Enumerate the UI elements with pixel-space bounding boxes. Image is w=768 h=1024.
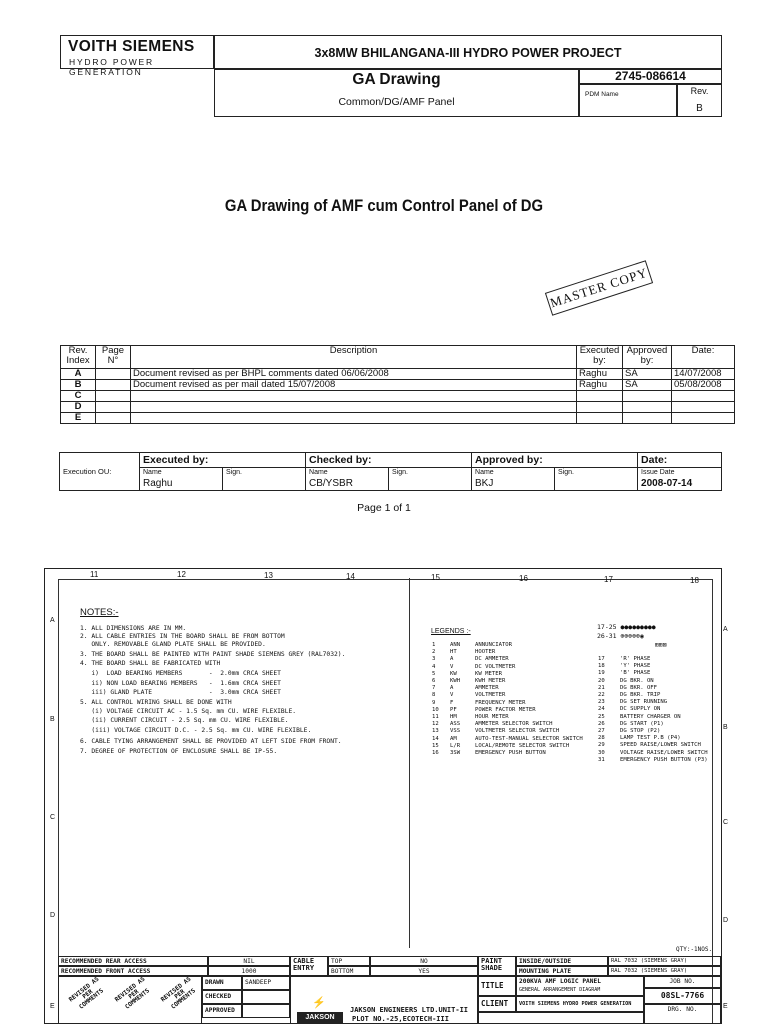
legend-number: 7: [432, 685, 436, 692]
date-label: Date:: [638, 453, 722, 468]
checked-name: CB/YSBR: [306, 477, 389, 491]
rev-page: [96, 391, 131, 402]
legend-number: 6: [432, 678, 436, 684]
legend-description: SPEED RAISE/LOWER SWITCH: [620, 742, 701, 749]
rev-executed: Raghu: [577, 380, 623, 391]
note-line: 6. CABLE TYING ARRANGEMENT SHALL BE PROVIDED AT LEFT SIDE FROM FRONT.: [80, 738, 342, 745]
rev-index: C: [61, 391, 96, 402]
legend-number: 22: [598, 692, 605, 698]
approved-name: BKJ: [472, 477, 555, 491]
rev-approved: [623, 391, 672, 402]
column-number: 18: [690, 576, 699, 585]
legend-number: 24: [598, 706, 605, 713]
note-line: ONLY. REMOVABLE GLAND PLATE SHALL BE PROVIDED.: [80, 641, 266, 648]
ral-mounting: RAL 7032 (SIEMENS GRAY): [608, 966, 721, 976]
legend-number: 27: [598, 728, 605, 734]
legend-code: PF: [450, 706, 457, 713]
legend-number: 15: [432, 742, 439, 749]
rev-index: A: [61, 369, 96, 380]
rev-description: [131, 391, 577, 402]
rec-rear-access-label: RECOMMENDED REAR ACCESS: [58, 956, 208, 966]
rev-description: Document revised as per BHPL comments dated 06/06/2008: [131, 369, 577, 380]
legend-description: FREQUENCY METER: [475, 699, 526, 706]
note-line: 7. DEGREE OF PROTECTION OF ENCLOSURE SHALL BE IP-55.: [80, 748, 278, 755]
col-rev-index: Rev. Index: [61, 346, 96, 369]
legend-description: VOLTMETER SELECTOR SWITCH: [475, 728, 560, 735]
issue-date: 2008-07-14: [638, 477, 722, 491]
legend-code: L/R: [450, 742, 461, 749]
job-no: 08SL-7766: [644, 988, 721, 1004]
legend-code: AM: [450, 735, 457, 742]
legend-number: 25: [598, 713, 605, 720]
rev-date: [672, 391, 735, 402]
col-page-no: Page N°: [96, 346, 131, 369]
legend-description: ANNUNCIATOR: [475, 642, 513, 648]
checked-value: [242, 990, 290, 1004]
legend-description: VOLTAGE RAISE/LOWER SWITCH: [620, 749, 708, 756]
pdm-name-label: PDM Name: [579, 84, 677, 117]
rev-executed: [577, 402, 623, 413]
legend-code: V: [450, 692, 454, 699]
column-number: 14: [346, 572, 355, 581]
legend-code: ANN: [450, 642, 461, 648]
row-letter: C: [723, 819, 729, 826]
rev-page: [96, 413, 131, 424]
note-line: 1. ALL DIMENSIONS ARE IN MM.: [80, 625, 187, 632]
revised-stamp: REVISED AS PER COMMENTS: [113, 975, 152, 1011]
note-line: 2. ALL CABLE ENTRIES IN THE BOARD SHALL BE FROM BOTTOM: [80, 633, 285, 640]
note-line: iii) GLAND PLATE - 3.0mm CRCA SHEET: [80, 689, 281, 696]
legend-number: 10: [432, 706, 439, 713]
inside-outside-label: INSIDE/OUTSIDE: [516, 956, 608, 966]
cable-bottom-label: BOTTOM: [328, 966, 370, 976]
column-number: 16: [519, 574, 528, 583]
legend-description: KWH METER: [475, 678, 506, 684]
legend-number: 18: [598, 663, 605, 670]
legend-description: 'R' PHASE: [620, 656, 651, 662]
drawn-by: SANDEEP: [242, 976, 290, 990]
legend-description: 'B' PHASE: [620, 670, 651, 677]
legend-description: LOCAL/REMOTE SELECTOR SWITCH: [475, 742, 570, 749]
column-number: 17: [604, 575, 613, 584]
legend-description: DC AMMETER: [475, 656, 509, 663]
row-letter: E: [50, 1003, 55, 1010]
company-address: PLOT NO.-25,ECOTECH-III: [352, 1015, 449, 1023]
cable-entry-label: CABLE ENTRY: [290, 956, 328, 976]
legend-code: A: [450, 685, 454, 692]
jakson-emblem-icon: ⚡: [312, 997, 326, 1009]
legend-description: DC SUPPLY ON: [620, 706, 661, 713]
revision-value: B: [696, 103, 703, 114]
legend-number: 28: [598, 735, 605, 742]
legend-number: 16: [432, 750, 439, 756]
legend-number: 5: [432, 670, 436, 677]
rev-page: [96, 369, 131, 380]
checked-by-label: Checked by:: [306, 453, 472, 468]
column-number: 13: [264, 571, 273, 580]
legend-description: HOUR METER: [475, 714, 509, 720]
row-letter: A: [50, 617, 55, 624]
approved-sign-label: Sign.: [555, 468, 638, 491]
approved-value: [242, 1004, 290, 1018]
table-row: [61, 413, 735, 424]
quantity-note: QTY:-1NOS.: [676, 946, 713, 953]
col-approved-by: Approved by:: [623, 346, 672, 369]
row-letter: D: [50, 912, 56, 919]
table-row: [61, 380, 735, 391]
job-no-label: JOB NO.: [644, 976, 721, 988]
legend-number: 4: [432, 663, 436, 670]
rev-description: Document revised as per mail dated 15/07/2008: [131, 380, 577, 391]
note-line: 4. THE BOARD SHALL BE FABRICATED WITH: [80, 660, 221, 667]
legend-description: DG BKR. TRIP: [620, 692, 661, 698]
legend-number: 31: [598, 756, 605, 763]
revision-table-header: [61, 346, 735, 369]
rev-description: [131, 402, 577, 413]
legend-description: DG BKR. OFF: [620, 684, 658, 691]
rev-index: E: [61, 413, 96, 424]
legends-title: LEGENDS :-: [431, 628, 471, 635]
main-title: GA Drawing of AMF cum Control Panel of DG: [224, 197, 544, 215]
legend-number: 26: [598, 720, 605, 727]
checked-label: CHECKED: [202, 990, 242, 1004]
legend-description: DG BKR. ON: [620, 677, 654, 684]
ral-inside: RAL 7032 (SIEMENS GRAY): [608, 956, 721, 966]
legend-number: 14: [432, 735, 439, 742]
company-logo: [60, 35, 214, 77]
execution-table: [59, 452, 722, 491]
legend-code: A: [450, 656, 454, 663]
rev-executed: [577, 391, 623, 402]
cable-bottom-value: YES: [370, 966, 478, 976]
approved-label: APPROVED: [202, 1004, 242, 1018]
rev-date: 14/07/2008: [672, 369, 735, 380]
executed-name-label: Name: [140, 468, 223, 478]
legend-number: 30: [598, 749, 605, 756]
legend-number: 11: [432, 714, 439, 720]
rev-executed: Raghu: [577, 369, 623, 380]
client-value: VOITH SIEMENS HYDRO POWER GENERATION: [516, 996, 644, 1012]
rev-approved: SA: [623, 369, 672, 380]
revision-cell: [677, 84, 722, 117]
executed-by-label: Executed by:: [140, 453, 306, 468]
client-label: CLIENT: [478, 996, 516, 1012]
master-copy-stamp: MASTER COPY: [545, 260, 653, 316]
legend-number: 21: [598, 684, 605, 691]
legend-number: 20: [598, 677, 605, 684]
page-indicator: Page 1 of 1: [357, 502, 411, 514]
legend-description: AUTO-TEST-MANUAL SELECTOR SWITCH: [475, 735, 583, 742]
note-line: (ii) CURRENT CIRCUIT - 2.5 Sq. mm CU. WIRE FLEXIBLE.: [80, 717, 289, 724]
document-type: GA Drawing: [352, 71, 441, 88]
legend-code: KWH: [450, 678, 461, 684]
col-executed-by: Executed by:: [577, 346, 623, 369]
row-letter: B: [723, 724, 728, 731]
legend-number: 13: [432, 728, 439, 735]
legend-number: 9: [432, 699, 436, 706]
checked-name-label: Name: [306, 468, 389, 478]
rev-date: [672, 413, 735, 424]
revision-table: [60, 345, 735, 424]
legend-description: HOOTER: [475, 649, 496, 656]
drg-no-label: DRG. NO.: [644, 1004, 721, 1024]
rev-index: D: [61, 402, 96, 413]
legend-description: DC VOLTMETER: [475, 663, 516, 670]
column-number: 11: [90, 570, 99, 579]
legend-code: V: [450, 663, 454, 670]
cable-top-label: TOP: [328, 956, 370, 966]
document-subtitle: Common/DG/AMF Panel: [338, 96, 455, 108]
legend-number: 23: [598, 699, 605, 706]
legend-number: 19: [598, 670, 605, 677]
drawing-title-cell: [516, 976, 644, 996]
rev-page: [96, 380, 131, 391]
title-label: TITLE: [478, 976, 516, 996]
legend-description: LAMP TEST P.B (P4): [620, 735, 681, 742]
legend-code: KW: [450, 670, 457, 677]
legend-code: 3SW: [450, 750, 461, 756]
company-name: JAKSON ENGINEERS LTD.UNIT-II: [350, 1006, 469, 1014]
rev-approved: SA: [623, 380, 672, 391]
document-number: 2745-086614: [579, 69, 722, 84]
row-letter: B: [50, 716, 55, 723]
revised-stamp: REVISED AS PER COMMENTS: [159, 975, 198, 1011]
legend-number: 12: [432, 721, 439, 728]
approved-by-label: Approved by:: [472, 453, 638, 468]
legend-code: HM: [450, 714, 457, 720]
legend-description: EMERGENCY PUSH BUTTON (P3): [620, 756, 708, 763]
legend-code: VSS: [450, 728, 461, 735]
row-letter: A: [723, 626, 728, 633]
note-line: (i) VOLTAGE CIRCUIT AC - 1.5 Sq. mm CU. WIRE FLEXIBLE.: [80, 708, 297, 715]
note-line: i) LOAD BEARING MEMBERS - 2.0mm CRCA SHEET: [80, 670, 281, 677]
legend-number: 29: [598, 742, 605, 749]
rec-front-access-label: RECOMMENDED FRONT ACCESS: [58, 966, 208, 976]
col-description: Description: [131, 346, 577, 369]
approved-name-label: Name: [472, 468, 555, 478]
row-letter: C: [50, 814, 56, 821]
logo-sub-text: HYDRO POWER GENERATION: [69, 57, 154, 77]
column-number: 15: [431, 573, 440, 582]
note-line: 5. ALL CONTROL WIRING SHALL BE DONE WITH: [80, 699, 232, 706]
legend-number: 1: [432, 642, 436, 648]
rev-approved: [623, 413, 672, 424]
jakson-logo: JAKSON: [297, 1012, 343, 1024]
project-row: [478, 1012, 644, 1024]
executed-name: Raghu: [140, 477, 223, 491]
legend-number: 3: [432, 656, 436, 663]
legend-description: KW METER: [475, 670, 502, 677]
legend-code: F: [450, 699, 454, 706]
rev-approved: [623, 402, 672, 413]
drawing-title-sub: GENERAL ARRANGEMENT DIAGRAM: [519, 987, 601, 993]
drawing-title: 200KVA AMF LOGIC PANEL: [519, 978, 601, 985]
rev-page: [96, 402, 131, 413]
execution-ou-label: Execution OU:: [60, 453, 140, 491]
issue-date-label: Issue Date: [638, 468, 722, 478]
table-row: [61, 402, 735, 413]
indicator-lamps-row: 17-25 ●●●●●●●●●: [597, 623, 656, 631]
row-letter: E: [723, 1003, 728, 1010]
legend-number: 17: [598, 656, 605, 662]
legend-number: 8: [432, 692, 436, 699]
legend-code: ASS: [450, 721, 461, 728]
logo-main-text: VOITH SIEMENS: [68, 38, 195, 55]
rev-date: 05/08/2008: [672, 380, 735, 391]
legend-description: AMMETER SELECTOR SWITCH: [475, 721, 553, 728]
revised-stamp: REVISED AS PER COMMENTS: [67, 975, 106, 1011]
legend-description: POWER FACTOR METER: [475, 706, 536, 713]
table-row: [61, 391, 735, 402]
legend-number: 2: [432, 649, 436, 656]
legend-description: 'Y' PHASE: [620, 663, 651, 670]
legend-description: VOLTMETER: [475, 692, 506, 699]
legend-description: AMMETER: [475, 685, 499, 692]
executed-sign-label: Sign.: [223, 468, 306, 491]
row-letter: D: [723, 917, 729, 924]
paint-shade-label: PAINT SHADE: [478, 956, 516, 976]
drawn-label: DRAWN: [202, 976, 242, 990]
note-line: ii) NON LOAD BEARING MEMBERS - 1.6mm CRCA SHEET: [80, 680, 281, 687]
revision-label: Rev.: [690, 86, 709, 96]
note-line: (iii) VOLTAGE CIRCUIT D.C. - 2.5 Sq. mm CU. WIRE FLEXIBLE.: [80, 727, 312, 734]
section-divider: [409, 578, 410, 948]
legend-description: DG START (P1): [620, 720, 664, 727]
legend-description: EMERGENCY PUSH BUTTON: [475, 750, 546, 756]
switch-symbols-row: ⊞⊞⊠: [655, 641, 667, 649]
document-type-cell: [214, 69, 579, 117]
rev-description: [131, 413, 577, 424]
legend-description: DG SET RUNNING: [620, 699, 668, 706]
mounting-plate-label: MOUNTING PLATE: [516, 966, 608, 976]
rev-index: B: [61, 380, 96, 391]
column-number: 12: [177, 570, 186, 579]
notes-title: NOTES:-: [80, 607, 119, 618]
legend-description: BATTERY CHARGER ON: [620, 713, 681, 720]
rev-executed: [577, 413, 623, 424]
project-title: 3x8MW BHILANGANA-III HYDRO POWER PROJECT: [214, 35, 722, 69]
rec-front-access-value: 1000: [208, 966, 290, 976]
push-buttons-row: 26-31 ⊕⊕⊕⊕⊕◉: [597, 632, 644, 640]
legend-description: DG STOP (P2): [620, 728, 661, 734]
rev-date: [672, 402, 735, 413]
legend-code: HT: [450, 649, 457, 656]
cable-top-value: NO: [370, 956, 478, 966]
note-line: 3. THE BOARD SHALL BE PAINTED WITH PAINT SHADE SIEMENS GREY (RAL7032).: [80, 651, 346, 658]
rec-rear-access-value: NIL: [208, 956, 290, 966]
col-date: Date:: [672, 346, 735, 369]
table-row: [61, 369, 735, 380]
checked-sign-label: Sign.: [389, 468, 472, 491]
